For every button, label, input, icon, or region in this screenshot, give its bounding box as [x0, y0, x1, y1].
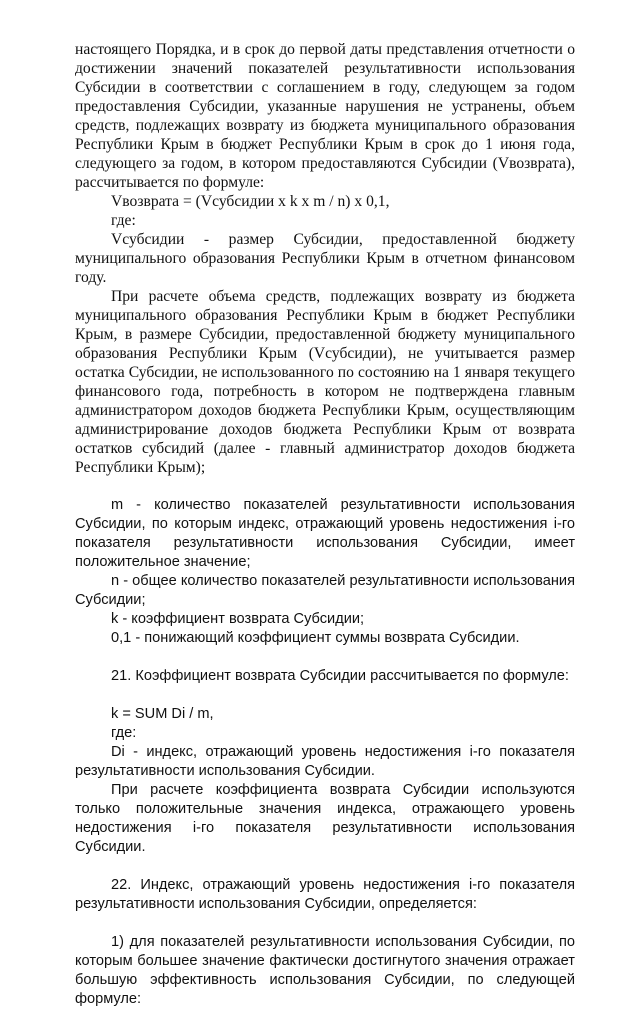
- spacer: [75, 857, 575, 876]
- where-label: где:: [111, 725, 137, 741]
- definition-di: Di - индекс, отражающий уровень недостижения i-го показателя результативности использования Субсидии.: [75, 744, 575, 779]
- spacer: [75, 686, 575, 705]
- formula-k: k = SUM Di / m,: [111, 706, 214, 722]
- paragraph-return-conditions: настоящего Порядка, и в срок до первой даты представления отчетности о достижении значений показателей результативности использования Субсидии в соответствии с соглашением в году, следующем за годом предоставления Субсидии, указанные нарушения не устранены, объем средств, подлежащих возврату из бюджета муниципального образования Республики Крым в бюджет Республики Крым в срок до 1 июня года, следующего за годом, в котором предоставляются Субсидии (Vвозврата), рассчитывается по формуле:: [75, 41, 575, 191]
- paragraph-positive-values: При расчете коэффициента возврата Субсидии используются только положительные значения индекса, отражающего уровень недостижения i-го показателя результативности использования Субсидии.: [75, 782, 575, 855]
- definition-m: m - количество показателей результативности использования Субсидии, по которым индекс, отражающий уровень недостижения i-го показателя результативности использования Субсидии, имеет положительное значение;: [75, 497, 575, 570]
- spacer: [75, 914, 575, 933]
- paragraph-calculation-note: При расчете объема средств, подлежащих возврату из бюджета муниципального образования Республики Крым в бюджет Республики Крым, в размере Субсидии, предоставленной бюджету муниципального образования Республики Крым (Vсубсидии), не учитывается размер остатка Субсидии, не использованного по состоянию на 1 января текущего финансового года, потребность в котором не подтверждена главным администратором доходов бюджета Республики Крым, осуществляющим администрирование доходов бюджета Республики Крым от возврата остатков субсидий (далее - главный администратор доходов бюджета Республики Крым);: [75, 288, 575, 476]
- definition-coefficient: 0,1 - понижающий коэффициент суммы возврата Субсидии.: [111, 630, 520, 646]
- definition-n: n - общее количество показателей результативности использования Субсидии;: [75, 573, 575, 608]
- section-21: 21. Коэффициент возврата Субсидии рассчитывается по формуле:: [111, 668, 569, 684]
- section-22: 22. Индекс, отражающий уровень недостижения i-го показателя результативности использования Субсидии, определяется:: [75, 877, 575, 912]
- document-page: [75, 40, 575, 1009]
- formula-v-return: Vвозврата = (Vсубсидии x k x m / n) x 0,1,: [111, 193, 390, 210]
- paragraph-indicators-greater: 1) для показателей результативности использования Субсидии, по которым большее значение фактически достигнутого значения отражает большую эффективность использования Субсидии, по следующей формуле:: [75, 934, 575, 1007]
- where-label: где:: [111, 212, 136, 229]
- definition-k: k - коэффициент возврата Субсидии;: [111, 611, 365, 627]
- definition-v-subsidy: Vсубсидии - размер Субсидии, предоставленной бюджету муниципального образования Республики Крым в отчетном финансовом году.: [75, 231, 575, 286]
- spacer: [75, 477, 575, 496]
- spacer: [75, 648, 575, 667]
